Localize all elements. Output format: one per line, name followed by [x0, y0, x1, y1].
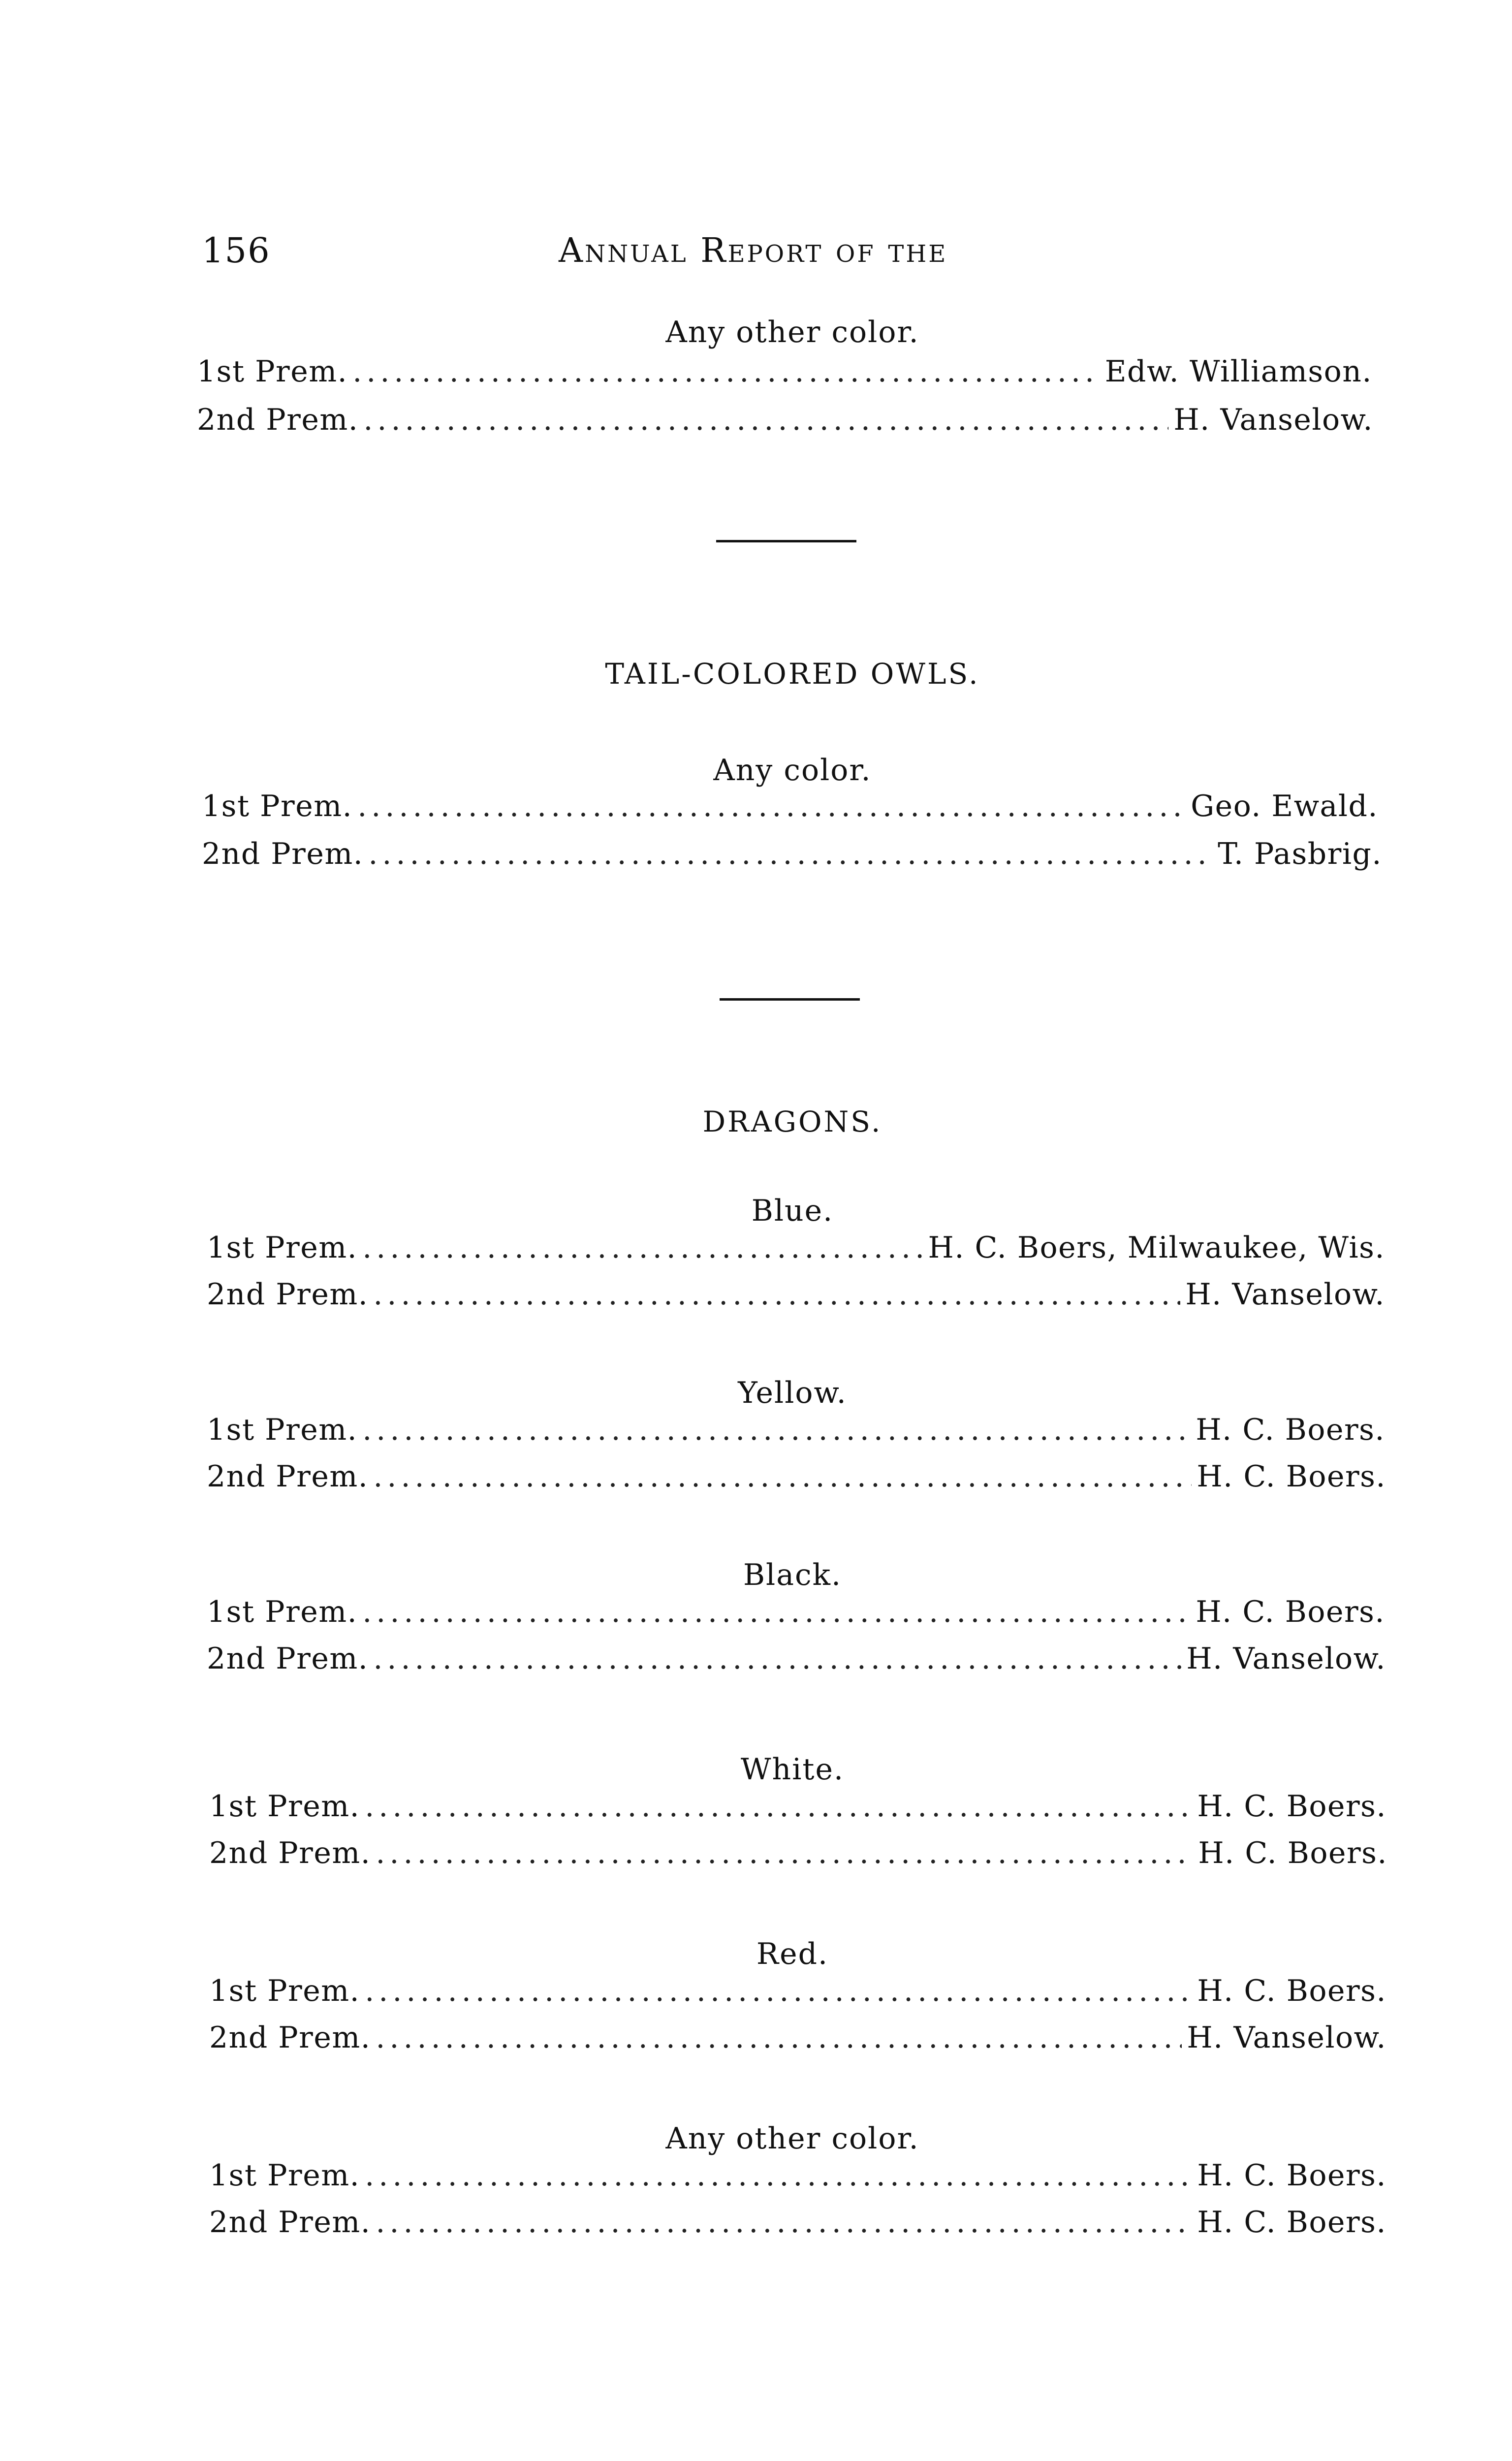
dot-leader	[365, 1789, 1192, 1824]
premium-entry	[207, 1595, 1385, 1634]
subhead-black: Black.	[743, 1558, 842, 1592]
section-title-tail-colored-owls: TAIL-COLORED OWLS.	[605, 657, 980, 691]
dot-leader	[376, 2205, 1192, 2240]
premium-winner: H. C. Boers.	[1197, 1459, 1386, 1494]
premium-entry	[209, 1836, 1387, 1875]
premium-winner: H. C. Boers.	[1197, 1789, 1386, 1824]
premium-place: 2nd Prem.	[207, 1641, 369, 1676]
subhead-white: White.	[740, 1752, 845, 1787]
premium-entry	[207, 1641, 1386, 1681]
dot-leader	[373, 1459, 1192, 1494]
dot-leader	[362, 1595, 1191, 1629]
premium-winner: H. C. Boers.	[1198, 1836, 1387, 1870]
premium-place: 2nd Prem.	[209, 2020, 371, 2055]
section-title-dragons: DRAGONS.	[702, 1105, 882, 1138]
page-number: 156	[202, 230, 271, 271]
premium-entry	[209, 2205, 1386, 2244]
dot-leader	[365, 1974, 1192, 2008]
premium-winner: H. C. Boers, Milwaukee, Wis.	[928, 1230, 1385, 1265]
subhead-any-color: Any color.	[713, 753, 872, 788]
premium-winner: H. C. Boers.	[1197, 1974, 1386, 2008]
premium-entry	[207, 1459, 1386, 1499]
dot-leader	[362, 1230, 923, 1265]
premium-winner: Geo. Ewald.	[1191, 789, 1378, 823]
section-divider	[720, 998, 860, 1001]
premium-entry	[209, 1789, 1386, 1829]
premium-winner: H. Vanselow.	[1187, 2020, 1386, 2055]
premium-place: 2nd Prem.	[209, 2205, 371, 2240]
premium-winner: H. C. Boers.	[1196, 1413, 1385, 1447]
premium-place: 2nd Prem.	[197, 403, 359, 437]
dot-leader	[362, 1413, 1191, 1447]
premium-winner: H. C. Boers.	[1197, 2158, 1386, 2193]
premium-entry	[197, 354, 1372, 394]
premium-place: 1st Prem.	[207, 1230, 358, 1265]
premium-winner: H. Vanselow.	[1186, 1641, 1386, 1676]
premium-winner: H. Vanselow.	[1185, 1277, 1385, 1312]
dot-leader	[365, 2158, 1192, 2193]
premium-place: 1st Prem.	[209, 1789, 360, 1824]
premium-place: 1st Prem.	[202, 789, 353, 823]
premium-winner: H. C. Boers.	[1196, 1595, 1385, 1629]
premium-place: 2nd Prem.	[209, 1836, 371, 1870]
premium-entry	[207, 1413, 1385, 1452]
premium-place: 1st Prem.	[209, 1974, 360, 2008]
dot-leader	[368, 837, 1213, 871]
running-head: Annual Report of the	[559, 231, 948, 270]
premium-place: 2nd Prem.	[207, 1459, 369, 1494]
dot-leader	[373, 1277, 1180, 1312]
premium-winner: H. C. Boers.	[1197, 2205, 1386, 2240]
subhead-yellow: Yellow.	[738, 1376, 847, 1410]
premium-place: 1st Prem.	[207, 1413, 358, 1447]
subhead-red: Red.	[756, 1937, 829, 1971]
premium-entry	[209, 2158, 1386, 2198]
premium-place: 2nd Prem.	[207, 1277, 369, 1312]
dot-leader	[352, 354, 1100, 389]
dot-leader	[363, 403, 1168, 437]
subhead-blue: Blue.	[751, 1194, 834, 1228]
premium-winner: T. Pasbrig.	[1218, 837, 1382, 871]
premium-place: 1st Prem.	[207, 1595, 358, 1629]
premium-place: 2nd Prem.	[202, 837, 364, 871]
premium-entry	[207, 1277, 1385, 1317]
dot-leader	[373, 1641, 1181, 1676]
section-divider	[716, 540, 856, 542]
premium-entry	[202, 837, 1382, 876]
dot-leader	[376, 2020, 1182, 2055]
dot-leader	[376, 1836, 1193, 1870]
subhead-any-other-color: Any other color.	[665, 2121, 919, 2156]
premium-place: 1st Prem.	[209, 2158, 360, 2193]
premium-entry	[202, 789, 1378, 828]
premium-winner: H. Vanselow.	[1173, 403, 1373, 437]
premium-entry	[197, 403, 1373, 442]
premium-place: 1st Prem.	[197, 354, 348, 389]
subhead-any-other-color-continued: Any other color.	[665, 315, 919, 349]
premium-entry	[207, 1230, 1385, 1270]
dot-leader	[357, 789, 1186, 823]
premium-entry	[209, 1974, 1386, 2013]
premium-entry	[209, 2020, 1386, 2060]
premium-winner: Edw. Williamson.	[1104, 354, 1372, 389]
